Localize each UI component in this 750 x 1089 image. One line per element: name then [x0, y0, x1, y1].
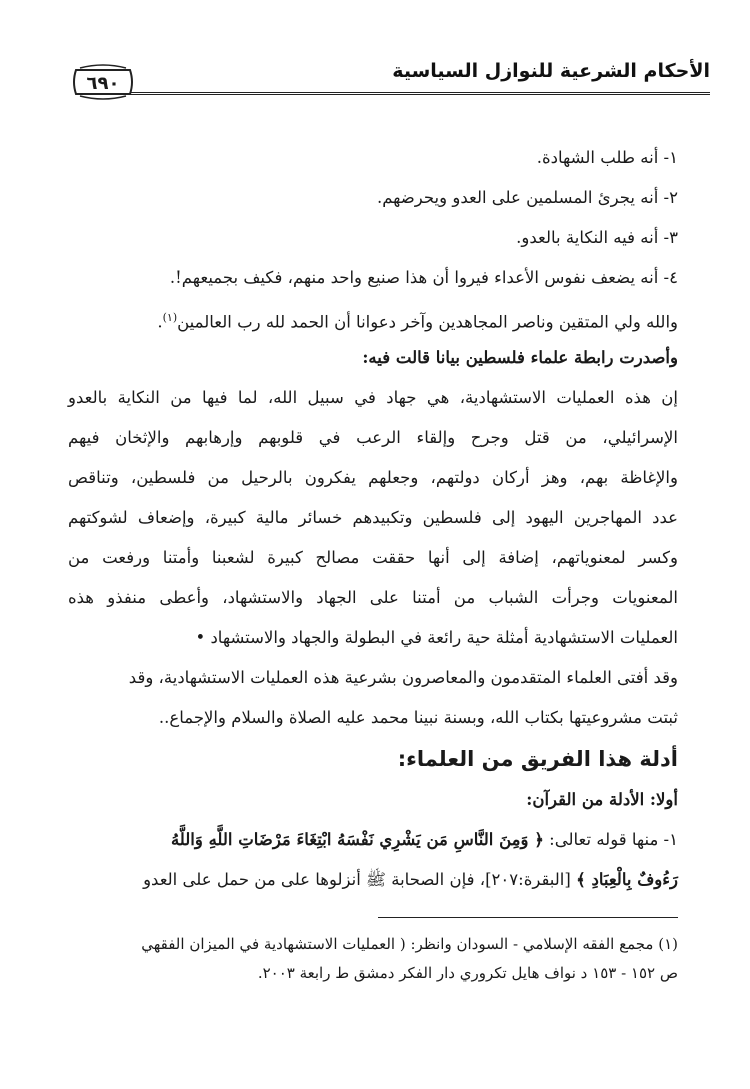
paragraph-line: الإسرائيلي، من قتل وجرح وإلقاء الرعب في قلوبهم وإرهابهم والإثخان فيهم	[68, 428, 678, 447]
footnote-line: (١) مجمع الفقه الإسلامي - السودان وانظر: ( العمليات الاستشهادية في الميزان الفقهي	[141, 935, 678, 953]
verse-reference: [البقرة:٢٠٧]	[485, 870, 571, 889]
statement-intro: وأصدرت رابطة علماء فلسطين بيانا قالت فيه:	[362, 348, 678, 367]
page-number: ٦٩٠	[86, 73, 120, 94]
list-item: ٤- أنه يضعف نفوس الأعداء فيروا أن هذا صنيع واحد منهم، فكيف بجميعهم!.	[169, 268, 678, 287]
footnote-divider	[378, 917, 678, 918]
closing-prayer	[68, 298, 678, 338]
paragraph-line: والإغاظة بهم، وهز أركان دولتهم، وجعلهم يفكرون بالرحيل من فلسطين، وتناقص	[68, 468, 678, 487]
evidence-line	[68, 860, 678, 900]
page-number-badge	[70, 64, 136, 100]
list-item: ١- أنه طلب الشهادة.	[536, 148, 678, 167]
footnote-line: ص ١٥٢ - ١٥٣ د نواف هايل تكروري دار الفكر دمشق ط رابعة ٢٠٠٣.	[257, 964, 678, 982]
section-heading: أدلة هذا الفريق من العلماء:	[397, 747, 678, 771]
quran-verse-end: رَءُوفٌ بِالْعِبَادِ ﴾	[576, 870, 678, 889]
paragraph-line: عدد المهاجرين اليهود إلى فلسطين وتكبيدهم خسائر مالية كبيرة، وإضعاف لشوكتهم	[68, 508, 678, 527]
evidence-rest: ، فإن الصحابة ﷺ أنزلوها على من حمل على العدو	[143, 870, 486, 889]
running-title: الأحكام الشرعية للنوازل السياسية	[392, 60, 710, 82]
footnotes	[68, 930, 678, 988]
fatwa-line: ثبتت مشروعيتها بكتاب الله، وبسنة نبينا محمد عليه الصلاة والسلام والإجماع..	[158, 708, 678, 727]
main-content	[68, 138, 678, 900]
closing-end: .	[157, 312, 163, 332]
page-header	[70, 58, 710, 108]
evidence-line	[68, 820, 678, 860]
list-item: ٣- أنه فيه النكاية بالعدو.	[516, 228, 678, 247]
quran-verse: ﴿ وَمِنَ النَّاسِ مَن يَشْرِي نَفْسَهُ ابْتِغَاءَ مَرْضَاتِ اللَّهِ وَاللَّهُ	[170, 830, 544, 849]
header-rule	[130, 92, 710, 95]
list-item: ٢- أنه يجرئ المسلمين على العدو ويحرضهم.	[376, 188, 678, 207]
evidence-intro: ١- منها قوله تعالى:	[549, 830, 678, 849]
subheading: أولا: الأدلة من القرآن:	[526, 790, 678, 809]
paragraph-line: وكسر لمعنوياتهم، إضافة إلى أنها حققت مصالح كبيرة لشعبنا وأمتنا ورفعت من	[68, 548, 678, 567]
paragraph-last-line: العمليات الاستشهادية أمثلة حية رائعة في البطولة والجهاد والاستشهاد •	[195, 628, 678, 647]
footnote-ref: (١)	[162, 311, 178, 324]
paragraph-line: إن هذه العمليات الاستشهادية، هي جهاد في سبيل الله، لما فيها من النكاية بالعدو	[68, 388, 678, 407]
fatwa-line: وقد أفتى العلماء المتقدمون والمعاصرون بشرعية هذه العمليات الاستشهادية، وقد	[128, 668, 678, 687]
paragraph-line: المعنويات وجرأت الشباب من أمتنا على الجهاد والاستشهاد، وأعطى منفذو هذه	[68, 588, 678, 607]
closing-text: والله ولي المتقين وناصر المجاهدين وآخر دعوانا أن الحمد لله رب العالمين	[177, 312, 678, 332]
